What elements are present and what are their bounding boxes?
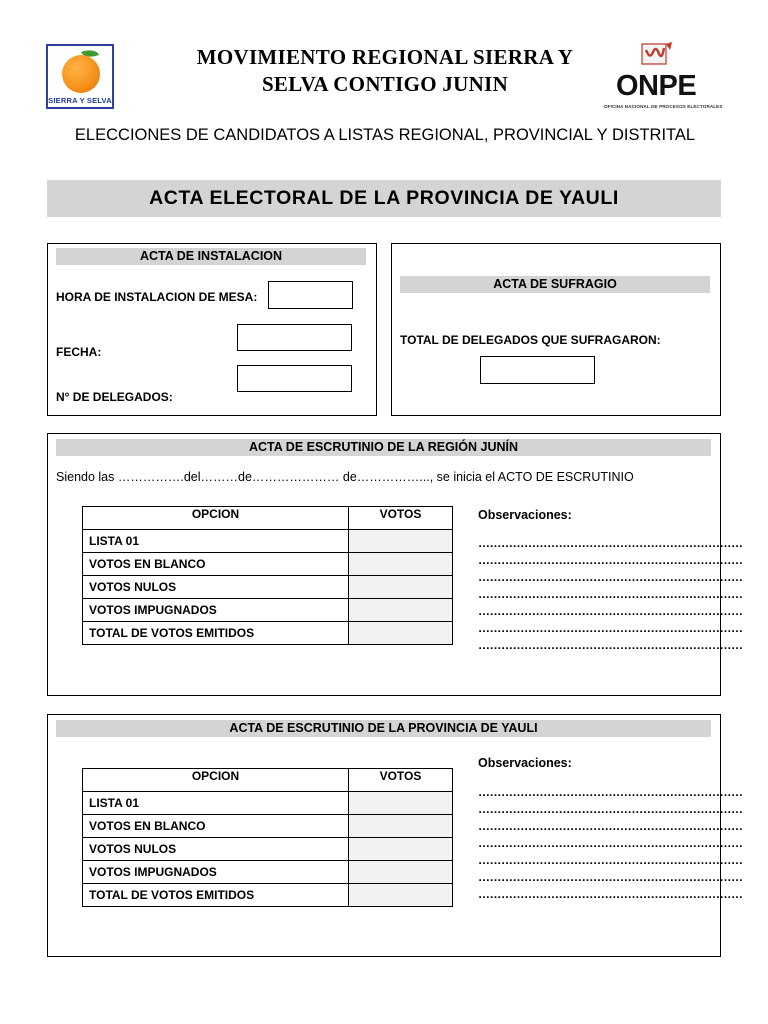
- onpe-subtitle: OFICINA NACIONAL DE PROCESOS ELECTORALES: [604, 104, 723, 109]
- col-votos: VOTOS: [349, 769, 453, 792]
- fecha-input[interactable]: [237, 324, 352, 351]
- onpe-logo: [600, 42, 724, 112]
- observaciones-lines: [478, 784, 743, 903]
- observacion-line: ……………………………………………………………: [478, 802, 743, 816]
- total-delegados-input[interactable]: [480, 356, 595, 384]
- observacion-line: ……………………………………………………………: [478, 553, 743, 567]
- onpe-wordmark: ONPE: [616, 70, 697, 102]
- col-votos: VOTOS: [349, 507, 453, 530]
- orange-icon: [62, 55, 100, 93]
- main-title: ACTA ELECTORAL DE LA PROVINCIA DE YAULI: [47, 180, 721, 217]
- table-row: [83, 599, 453, 622]
- votos-cell[interactable]: [349, 599, 453, 622]
- escrutinio-provincia-panel: [47, 714, 743, 957]
- table-row: [83, 530, 453, 553]
- observacion-line: ……………………………………………………………: [478, 870, 743, 884]
- row-label: VOTOS IMPUGNADOS: [83, 599, 349, 622]
- table-row: [83, 815, 453, 838]
- fecha-label: FECHA:: [56, 345, 102, 359]
- instalacion-panel: [47, 243, 377, 416]
- row-label: TOTAL DE VOTOS EMITIDOS: [83, 884, 349, 907]
- votos-cell[interactable]: [349, 815, 453, 838]
- delegados-label: N° DE DELEGADOS:: [56, 390, 173, 404]
- votos-cell[interactable]: [349, 884, 453, 907]
- elections-subtitle: ELECCIONES DE CANDIDATOS A LISTAS REGIONAL, PROVINCIAL Y DISTRITAL: [74, 126, 696, 144]
- observaciones-label: Observaciones:: [478, 508, 572, 522]
- table-row: [83, 553, 453, 576]
- escrutinio-region-title: ACTA DE ESCRUTINIO DE LA REGIÓN JUNÍN: [56, 439, 711, 456]
- table-row: [83, 861, 453, 884]
- observacion-line: ……………………………………………………………: [478, 887, 743, 901]
- instalacion-title: ACTA DE INSTALACION: [56, 248, 366, 265]
- col-opcion: OPCION: [83, 507, 349, 530]
- votos-cell[interactable]: [349, 553, 453, 576]
- row-label: VOTOS EN BLANCO: [83, 553, 349, 576]
- observaciones-lines: [478, 535, 743, 654]
- hora-input[interactable]: [268, 281, 353, 309]
- title-line-1: MOVIMIENTO REGIONAL SIERRA Y: [196, 45, 574, 69]
- row-label: LISTA 01: [83, 530, 349, 553]
- row-label: TOTAL DE VOTOS EMITIDOS: [83, 622, 349, 645]
- row-label: VOTOS IMPUGNADOS: [83, 861, 349, 884]
- title-line-2: SELVA CONTIGO JUNIN: [261, 72, 509, 96]
- provincia-votes-table: [82, 768, 453, 907]
- observacion-line: ……………………………………………………………: [478, 836, 743, 850]
- observacion-line: ……………………………………………………………: [478, 570, 743, 584]
- observacion-line: ……………………………………………………………: [478, 604, 743, 618]
- observacion-line: ……………………………………………………………: [478, 536, 743, 550]
- observacion-line: ……………………………………………………………: [478, 638, 743, 652]
- observaciones-label: Observaciones:: [478, 756, 572, 770]
- observacion-line: ……………………………………………………………: [478, 819, 743, 833]
- total-delegados-label: TOTAL DE DELEGADOS QUE SUFRAGARON:: [400, 333, 661, 347]
- organization-title: [130, 44, 640, 98]
- table-row: [83, 576, 453, 599]
- observacion-line: ……………………………………………………………: [478, 853, 743, 867]
- votos-cell[interactable]: [349, 861, 453, 884]
- row-label: VOTOS NULOS: [83, 838, 349, 861]
- votos-cell[interactable]: [349, 792, 453, 815]
- escrutinio-intro: Siendo las …………….del………de………………… de……………..., se inicia el ACTO DE ESCRUTINIO: [56, 470, 634, 484]
- row-label: LISTA 01: [83, 792, 349, 815]
- sufragio-panel: [391, 243, 721, 416]
- left-logo-text: SIERRA Y SELVA: [48, 96, 112, 105]
- sufragio-title: ACTA DE SUFRAGIO: [400, 276, 710, 293]
- votos-cell[interactable]: [349, 530, 453, 553]
- sierra-y-selva-logo: [46, 44, 114, 109]
- votos-cell[interactable]: [349, 576, 453, 599]
- delegados-input[interactable]: [237, 365, 352, 392]
- votos-cell[interactable]: [349, 838, 453, 861]
- observacion-line: ……………………………………………………………: [478, 587, 743, 601]
- region-votes-table: [82, 506, 453, 645]
- escrutinio-provincia-title: ACTA DE ESCRUTINIO DE LA PROVINCIA DE YAULI: [56, 720, 711, 737]
- row-label: VOTOS EN BLANCO: [83, 815, 349, 838]
- row-label: VOTOS NULOS: [83, 576, 349, 599]
- escrutinio-region-panel: [47, 433, 743, 696]
- table-row: [83, 838, 453, 861]
- votos-cell[interactable]: [349, 622, 453, 645]
- hora-label: HORA DE INSTALACION DE MESA:: [56, 290, 258, 304]
- table-row: [83, 884, 453, 907]
- table-row: [83, 792, 453, 815]
- col-opcion: OPCION: [83, 769, 349, 792]
- observacion-line: ……………………………………………………………: [478, 785, 743, 799]
- table-row: [83, 622, 453, 645]
- observacion-line: ……………………………………………………………: [478, 621, 743, 635]
